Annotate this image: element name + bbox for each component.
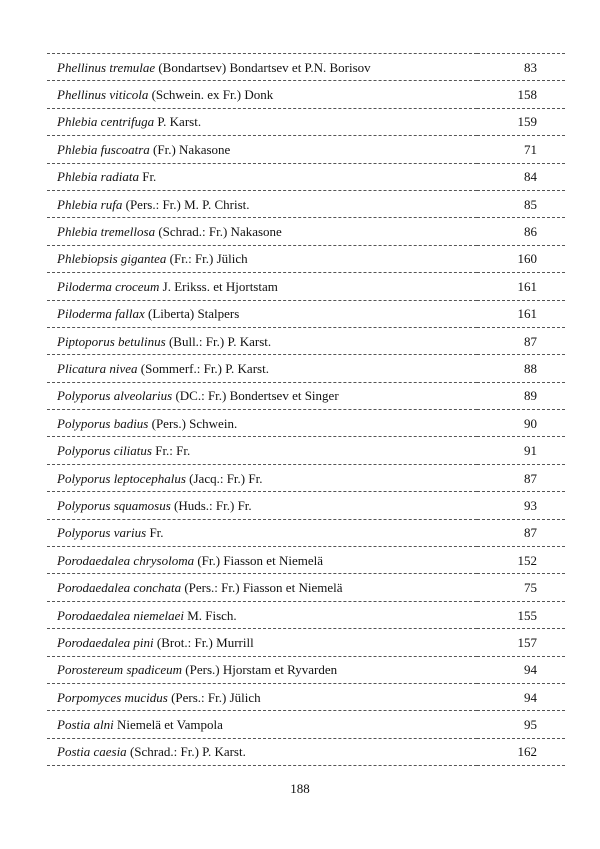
table-row [47, 437, 565, 464]
taxon-name: Phlebiopsis gigantea [57, 251, 167, 267]
taxon-author: (DC.: Fr.) Bondertsev et Singer [175, 388, 339, 404]
taxon-name: Piloderma fallax [57, 306, 145, 322]
species-name-cell [47, 190, 477, 217]
taxon-author: (Schrad.: Fr.) Nakasone [158, 224, 282, 240]
taxon-author: (Brot.: Fr.) Murrill [156, 634, 254, 650]
taxon-author: (Schwein. ex Fr.) Donk [151, 87, 274, 103]
taxon-author: (Huds.: Fr.) Fr. [174, 497, 252, 513]
taxon-name: Piptoporus betulinus [57, 333, 166, 349]
taxon-name: Phlebia rufa [57, 196, 123, 212]
species-name-cell [47, 519, 477, 546]
taxon-author: J. Erikss. et Hjortstam [162, 278, 278, 294]
page-reference: 94 [477, 656, 565, 683]
species-index-table [47, 53, 565, 766]
taxon-author: (Bondartsev) Bondartsev et P.N. Borisov [158, 59, 371, 75]
page-reference: 162 [477, 738, 565, 765]
taxon-author: (Fr.: Fr.) Jülich [169, 251, 248, 267]
page-reference: 87 [477, 519, 565, 546]
page-reference: 88 [477, 355, 565, 382]
species-name-cell [47, 683, 477, 710]
taxon-name: Postia alni [57, 717, 114, 733]
page-reference: 84 [477, 163, 565, 190]
table-row [47, 574, 565, 601]
page-reference: 159 [477, 108, 565, 135]
taxon-name: Phlebia radiata [57, 169, 139, 185]
species-name-cell [47, 601, 477, 628]
species-name-cell [47, 273, 477, 300]
page-reference: 158 [477, 81, 565, 108]
species-name-cell [47, 218, 477, 245]
table-row [47, 273, 565, 300]
table-row [47, 547, 565, 574]
table-row [47, 190, 565, 217]
table-row [47, 711, 565, 738]
table-row [47, 163, 565, 190]
table-row [47, 738, 565, 765]
taxon-author: (Bull.: Fr.) P. Karst. [168, 333, 272, 349]
species-name-cell [47, 108, 477, 135]
taxon-name: Porodaedalea chrysoloma [57, 552, 195, 568]
taxon-author: (Pers.: Fr.) M. P. Christ. [125, 196, 250, 212]
species-name-cell [47, 300, 477, 327]
species-name-cell [47, 327, 477, 354]
species-name-cell [47, 355, 477, 382]
taxon-author: (Pers.) Hjorstam et Ryvarden [185, 662, 338, 678]
taxon-name: Postia caesia [57, 744, 127, 760]
taxon-name: Polyporus ciliatus [57, 443, 152, 459]
table-row [47, 410, 565, 437]
species-name-cell [47, 382, 477, 409]
species-name-cell [47, 81, 477, 108]
table-row [47, 245, 565, 272]
taxon-author: (Sommerf.: Fr.) P. Karst. [140, 360, 269, 376]
taxon-author: (Liberta) Stalpers [148, 306, 240, 322]
page-reference: 85 [477, 190, 565, 217]
page-reference: 71 [477, 136, 565, 163]
taxon-name: Porodaedalea niemelaei [57, 607, 184, 623]
table-row [47, 54, 565, 81]
taxon-author: (Schrad.: Fr.) P. Karst. [129, 744, 246, 760]
species-name-cell [47, 547, 477, 574]
taxon-name: Phellinus viticola [57, 87, 149, 103]
taxon-name: Phellinus tremulae [57, 59, 156, 75]
table-row [47, 108, 565, 135]
species-name-cell [47, 136, 477, 163]
table-row [47, 218, 565, 245]
table-row [47, 81, 565, 108]
table-row [47, 355, 565, 382]
species-name-cell [47, 492, 477, 519]
page-reference: 152 [477, 547, 565, 574]
taxon-name: Phlebia tremellosa [57, 224, 156, 240]
page-reference: 160 [477, 245, 565, 272]
species-name-cell [47, 410, 477, 437]
page-reference: 94 [477, 683, 565, 710]
page-reference: 90 [477, 410, 565, 437]
taxon-author: P. Karst. [157, 114, 202, 130]
species-name-cell [47, 163, 477, 190]
taxon-name: Polyporus leptocephalus [57, 470, 186, 486]
taxon-name: Plicatura nivea [57, 360, 138, 376]
page-reference: 95 [477, 711, 565, 738]
table-row [47, 327, 565, 354]
page-reference: 87 [477, 327, 565, 354]
species-name-cell [47, 711, 477, 738]
taxon-name: Phlebia centrifuga [57, 114, 155, 130]
taxon-name: Porodaedalea pini [57, 634, 154, 650]
taxon-name: Porostereum spadiceum [57, 662, 183, 678]
page-reference: 157 [477, 629, 565, 656]
table-row [47, 492, 565, 519]
page-reference: 89 [477, 382, 565, 409]
page-reference: 86 [477, 218, 565, 245]
taxon-name: Polyporus varius [57, 525, 147, 541]
page-reference: 75 [477, 574, 565, 601]
taxon-author: Fr.: Fr. [155, 443, 191, 459]
taxon-name: Porodaedalea conchata [57, 580, 182, 596]
taxon-author: M. Fisch. [187, 607, 237, 623]
species-name-cell [47, 738, 477, 765]
species-name-cell [47, 656, 477, 683]
page-reference: 161 [477, 273, 565, 300]
taxon-name: Phlebia fuscoatra [57, 141, 150, 157]
taxon-author: (Fr.) Nakasone [153, 141, 231, 157]
taxon-name: Polyporus alveolarius [57, 388, 173, 404]
page-reference: 155 [477, 601, 565, 628]
taxon-author: (Fr.) Fiasson et Niemelä [197, 552, 323, 568]
page-reference: 93 [477, 492, 565, 519]
taxon-author: Fr. [149, 525, 164, 541]
table-row [47, 300, 565, 327]
taxon-author: (Pers.: Fr.) Jülich [171, 689, 261, 705]
page-reference: 87 [477, 464, 565, 491]
species-name-cell [47, 464, 477, 491]
species-name-cell [47, 245, 477, 272]
taxon-name: Polyporus badius [57, 415, 149, 431]
page-reference: 161 [477, 300, 565, 327]
page-reference: 91 [477, 437, 565, 464]
taxon-name: Polyporus squamosus [57, 497, 171, 513]
species-name-cell [47, 629, 477, 656]
table-row [47, 464, 565, 491]
species-index-body [47, 54, 565, 766]
table-row [47, 629, 565, 656]
species-name-cell [47, 437, 477, 464]
table-row [47, 601, 565, 628]
table-row [47, 519, 565, 546]
taxon-name: Piloderma croceum [57, 278, 160, 294]
taxon-author: (Pers.: Fr.) Fiasson et Niemelä [184, 580, 343, 596]
taxon-author: Niemelä et Vampola [116, 717, 223, 733]
table-row [47, 656, 565, 683]
table-row [47, 382, 565, 409]
page-number: 188 [290, 781, 310, 796]
table-row [47, 136, 565, 163]
taxon-author: (Jacq.: Fr.) Fr. [189, 470, 263, 486]
table-row [47, 683, 565, 710]
page-reference: 83 [477, 54, 565, 81]
taxon-author: Fr. [142, 169, 157, 185]
taxon-author: (Pers.) Schwein. [151, 415, 238, 431]
species-name-cell [47, 574, 477, 601]
species-name-cell [47, 54, 477, 81]
taxon-name: Porpomyces mucidus [57, 689, 168, 705]
